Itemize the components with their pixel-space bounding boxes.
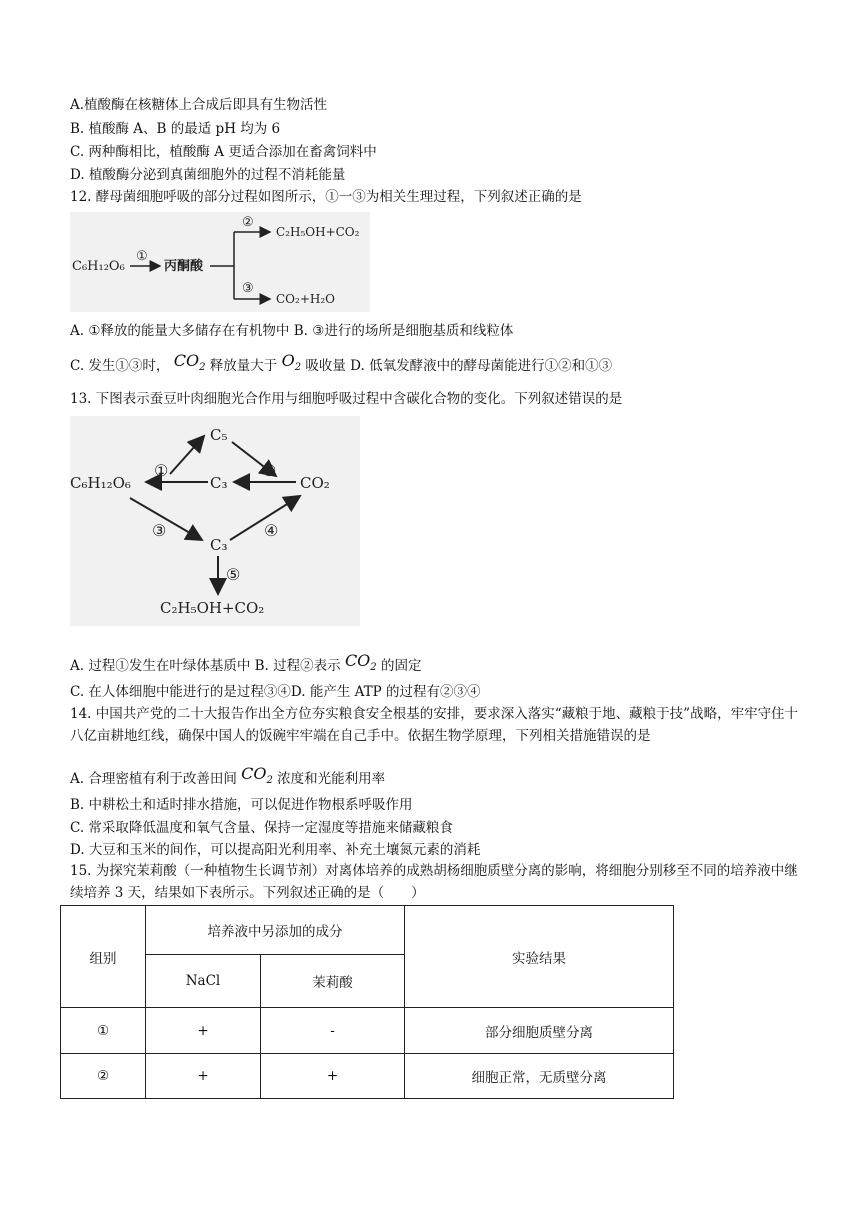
q12-step-2: ②: [242, 215, 254, 230]
co2-text: CO: [173, 351, 200, 370]
q13-stem: 13. 下图表示蚕豆叶肉细胞光合作用与细胞呼吸过程中含碳化合物的变化。下列叙述错误的是: [70, 391, 623, 407]
q12-option-c-mid: 释放量大于: [209, 358, 278, 374]
q12-step-1: ①: [136, 249, 148, 264]
co2-formula: [241, 764, 273, 787]
co2-text: CO: [241, 764, 267, 783]
table-row: [61, 1008, 674, 1054]
table-cell-group: ①: [61, 1008, 146, 1054]
q12-product-2: C₂H₅OH+CO₂: [276, 225, 360, 239]
q13-carbon-compound-diagram: [70, 416, 360, 626]
q14-option-a-post: 浓度和光能利用率: [277, 771, 386, 787]
q13-c3-bottom-label: C₃: [210, 536, 228, 554]
table-header-added: 培养液中另添加的成分: [146, 906, 405, 955]
table-cell-group: ②: [61, 1054, 146, 1099]
co2-formula: [344, 651, 377, 674]
q14-option-a: [70, 765, 385, 790]
table-header-row: [61, 906, 674, 955]
co2-text: CO: [344, 651, 371, 670]
q13-glucose-label: C₆H₁₂O₆: [70, 474, 131, 492]
q15-stem: 15. 为探究茉莉酸（一种植物生长调节剂）对离体培养的成熟胡杨细胞质壁分离的影响，将细胞分别移至不同的培养液中继续培养 3 天，结果如下表所示。下列叙述正确的是（ ）: [70, 863, 798, 901]
table-header-jasmonic-acid: 茉莉酸: [261, 955, 405, 1008]
q13-c5-label: C₅: [210, 426, 228, 444]
q12-step-3: ③: [242, 281, 254, 296]
co2-formula: [173, 351, 206, 374]
q13-options-ab: [70, 652, 421, 677]
q12-option-c-pre: C. 发生①③时，: [70, 358, 170, 374]
co2-subscript: 2: [266, 775, 273, 787]
q13-ethanol-label: C₂H₅OH+CO₂: [160, 599, 265, 617]
q12-option-c-post: 吸收量 D. 低氧发酵液中的酵母菌能进行①②和①③: [305, 358, 613, 374]
q12-options-ab: A. ①释放的能量大多储存在有机物中 B. ③进行的场所是细胞基质和线粒体: [70, 323, 514, 339]
o2-text: O: [281, 351, 295, 370]
q12-respiration-diagram: [70, 212, 370, 312]
table-cell-result: 细胞正常，无质壁分离: [405, 1054, 674, 1099]
q13-step-1: ①: [154, 461, 169, 480]
co2-subscript: 2: [370, 662, 377, 674]
table-header-nacl: NaCl: [146, 955, 261, 1008]
q13-co2-label: CO₂: [300, 474, 330, 492]
table-cell-jasmonic-acid: -: [261, 1008, 405, 1054]
o2-formula: [281, 351, 302, 374]
table-row: [61, 1054, 674, 1099]
q12-glucose-label: C₆H₁₂O₆: [72, 259, 125, 274]
q11-option-b: B. 植酸酶 A、B 的最适 pH 均为 6: [70, 121, 281, 137]
q12-pyruvate-label: 丙酮酸: [164, 259, 204, 274]
q13-options-cd: C. 在人体细胞中能进行的是过程③④D. 能产生 ATP 的过程有②③④: [70, 684, 481, 700]
q13-step-5: ⑤: [226, 565, 241, 584]
q12-options-cd: [70, 352, 612, 377]
table-header-group: 组别: [61, 906, 146, 1008]
q13-c3-top-label: C₃: [210, 474, 228, 492]
q11-option-c: C. 两种酶相比，植酸酶 A 更适合添加在畜禽饲料中: [70, 144, 377, 160]
table-header-result: 实验结果: [405, 906, 674, 1008]
q11-option-a: A.植酸酶在核糖体上合成后即具有生物活性: [70, 97, 328, 113]
q15-results-table: [60, 905, 674, 1099]
co2-subscript: 2: [199, 362, 206, 374]
q13-step-4: ④: [264, 521, 279, 540]
q13-step-2: ②: [262, 461, 277, 480]
q13-option-ab-pre: A. 过程①发生在叶绿体基质中 B. 过程②表示: [70, 658, 341, 674]
q14-option-b: B. 中耕松土和适时排水措施，可以促进作物根系呼吸作用: [70, 797, 413, 813]
q14-option-a-pre: A. 合理密植有利于改善田间: [70, 771, 237, 787]
q14-option-d: D. 大豆和玉米的间作，可以提高阳光利用率、补充土壤氮元素的消耗: [70, 842, 481, 858]
o2-subscript: 2: [294, 362, 302, 374]
table-cell-nacl: +: [146, 1008, 261, 1054]
q14-stem: 14. 中国共产党的二十大报告作出全方位夯实粮食安全根基的安排，要求深入落实“藏粮于地、藏粮于技”战略，牢牢守住十八亿亩耕地红线，确保中国人的饭碗牢牢端在自己手中。依据生物学原理，下列相关措施错误的是: [70, 706, 799, 744]
q13-option-ab-post: 的固定: [380, 658, 422, 674]
table-cell-jasmonic-acid: +: [261, 1054, 405, 1099]
q13-step-3: ③: [152, 521, 167, 540]
q12-product-3: CO₂+H₂O: [276, 292, 335, 306]
q14-option-c: C. 常采取降低温度和氧气含量、保持一定湿度等措施来储藏粮食: [70, 820, 453, 836]
q11-option-d: D. 植酸酶分泌到真菌细胞外的过程不消耗能量: [70, 167, 346, 183]
table-cell-nacl: +: [146, 1054, 261, 1099]
table-cell-result: 部分细胞质壁分离: [405, 1008, 674, 1054]
q12-stem: 12. 酵母菌细胞呼吸的部分过程如图所示，①一③为相关生理过程，下列叙述正确的是: [70, 189, 582, 205]
q13-arrow-1: [170, 436, 204, 474]
